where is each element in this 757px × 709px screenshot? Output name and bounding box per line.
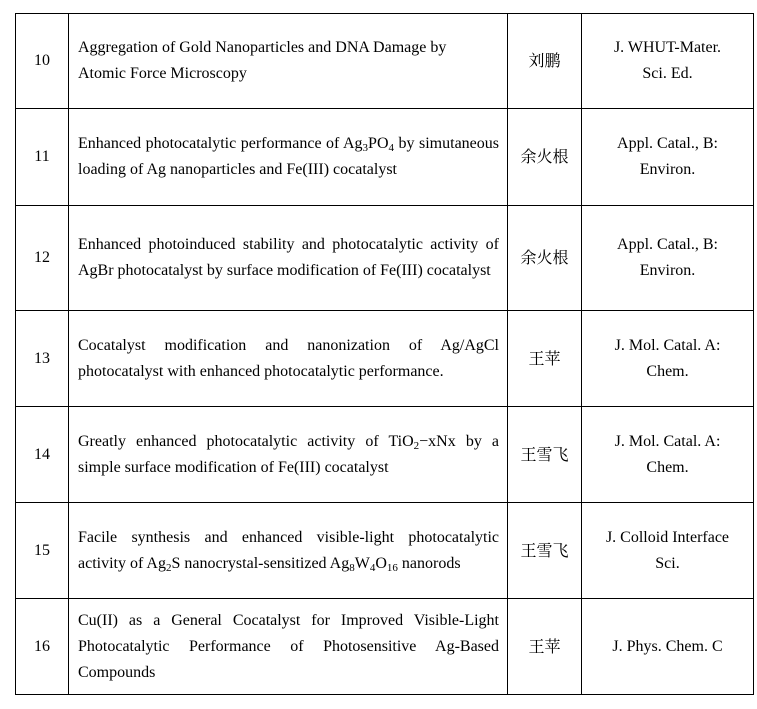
subscript: 3 — [362, 142, 369, 154]
title-text: O — [375, 554, 387, 572]
journal-line: J. Colloid Interface — [605, 528, 730, 546]
author-name: 王苹 — [508, 599, 582, 695]
row-number: 10 — [16, 14, 69, 109]
subscript: 8 — [349, 561, 355, 574]
table-row — [16, 599, 754, 695]
row-number: 12 — [16, 206, 69, 311]
subscript: 2 — [165, 561, 172, 574]
author-name: 余火根 — [508, 109, 582, 206]
row-number: 14 — [16, 407, 69, 503]
journal-line: Environ. — [639, 262, 696, 279]
table-row — [16, 407, 754, 503]
subscript: 4 — [369, 561, 376, 574]
journal-line: J. Mol. Catal. A: — [614, 432, 721, 450]
table-row — [16, 503, 754, 599]
paper-title — [69, 407, 508, 503]
title-text: Facile synthesis and enhanced visible-light photocatalytic activity of Ag — [78, 528, 499, 572]
table-row — [16, 14, 754, 109]
paper-title — [69, 14, 508, 109]
journal-line: J. Mol. Catal. A: — [614, 336, 721, 354]
title-line: Atomic Force Microscopy — [78, 65, 247, 82]
journal-line: Chem. — [646, 362, 689, 380]
row-number: 15 — [16, 503, 69, 599]
journal-name — [582, 311, 754, 407]
subscript: 16 — [386, 561, 398, 574]
journal-line: Appl. Catal., B: — [617, 236, 718, 253]
title-text: nanorods — [397, 554, 461, 572]
paper-title: Enhanced photoinduced stability and photocatalytic activity of AgBr photocatalyst by surface modification of Fe(III) cocatalyst — [69, 206, 508, 311]
author-name: 王雪飞 — [508, 503, 582, 599]
journal-name — [582, 503, 754, 599]
subscript: 2 — [413, 439, 420, 452]
title-text: Enhanced photocatalytic performance of Ag — [78, 135, 363, 152]
journal-line: Environ. — [639, 161, 696, 178]
journal-line: Appl. Catal., B: — [617, 135, 718, 152]
title-text: Greatly enhanced photocatalytic activity of TiO — [78, 432, 414, 450]
author-name: 刘鹏 — [508, 14, 582, 109]
journal-line: J. WHUT-Mater. — [613, 39, 722, 56]
table-row — [16, 311, 754, 407]
row-number: 11 — [16, 109, 69, 206]
journal-line: J. Phys. Chem. C — [612, 637, 723, 655]
table-row — [16, 206, 754, 311]
paper-title — [69, 503, 508, 599]
row-number: 16 — [16, 599, 69, 695]
title-line: Aggregation of Gold Nanoparticles and DNA Damage by — [78, 39, 447, 56]
title-text: −xNx by a simple surface modification of Fe(III) cocatalyst — [78, 432, 499, 476]
author-name: 王苹 — [508, 311, 582, 407]
paper-title — [69, 109, 508, 206]
paper-title: Cu(II) as a General Cocatalyst for Improved Visible-Light Photocatalytic Performance of Photosensitive Ag-Based Compounds — [69, 599, 508, 695]
subscript: 4 — [388, 142, 394, 154]
title-text: S nanocrystal-sensitized Ag — [171, 554, 350, 572]
journal-line: Sci. Ed. — [642, 65, 693, 82]
journal-line: Chem. — [646, 458, 689, 476]
publications-table — [15, 13, 754, 695]
title-text: by simutaneous loading of Ag nanoparticles and Fe(III) cocatalyst — [78, 135, 499, 178]
journal-name — [582, 14, 754, 109]
author-name: 余火根 — [508, 206, 582, 311]
title-text: PO — [368, 135, 389, 152]
paper-title: Cocatalyst modification and nanonization of Ag/AgCl photocatalyst with enhanced photocatalytic performance. — [69, 311, 508, 407]
journal-name — [582, 599, 754, 695]
journal-name — [582, 109, 754, 206]
journal-line: Sci. — [655, 554, 680, 572]
table-row — [16, 109, 754, 206]
title-text: W — [354, 554, 370, 572]
journal-name — [582, 206, 754, 311]
author-name: 王雪飞 — [508, 407, 582, 503]
journal-name — [582, 407, 754, 503]
row-number: 13 — [16, 311, 69, 407]
